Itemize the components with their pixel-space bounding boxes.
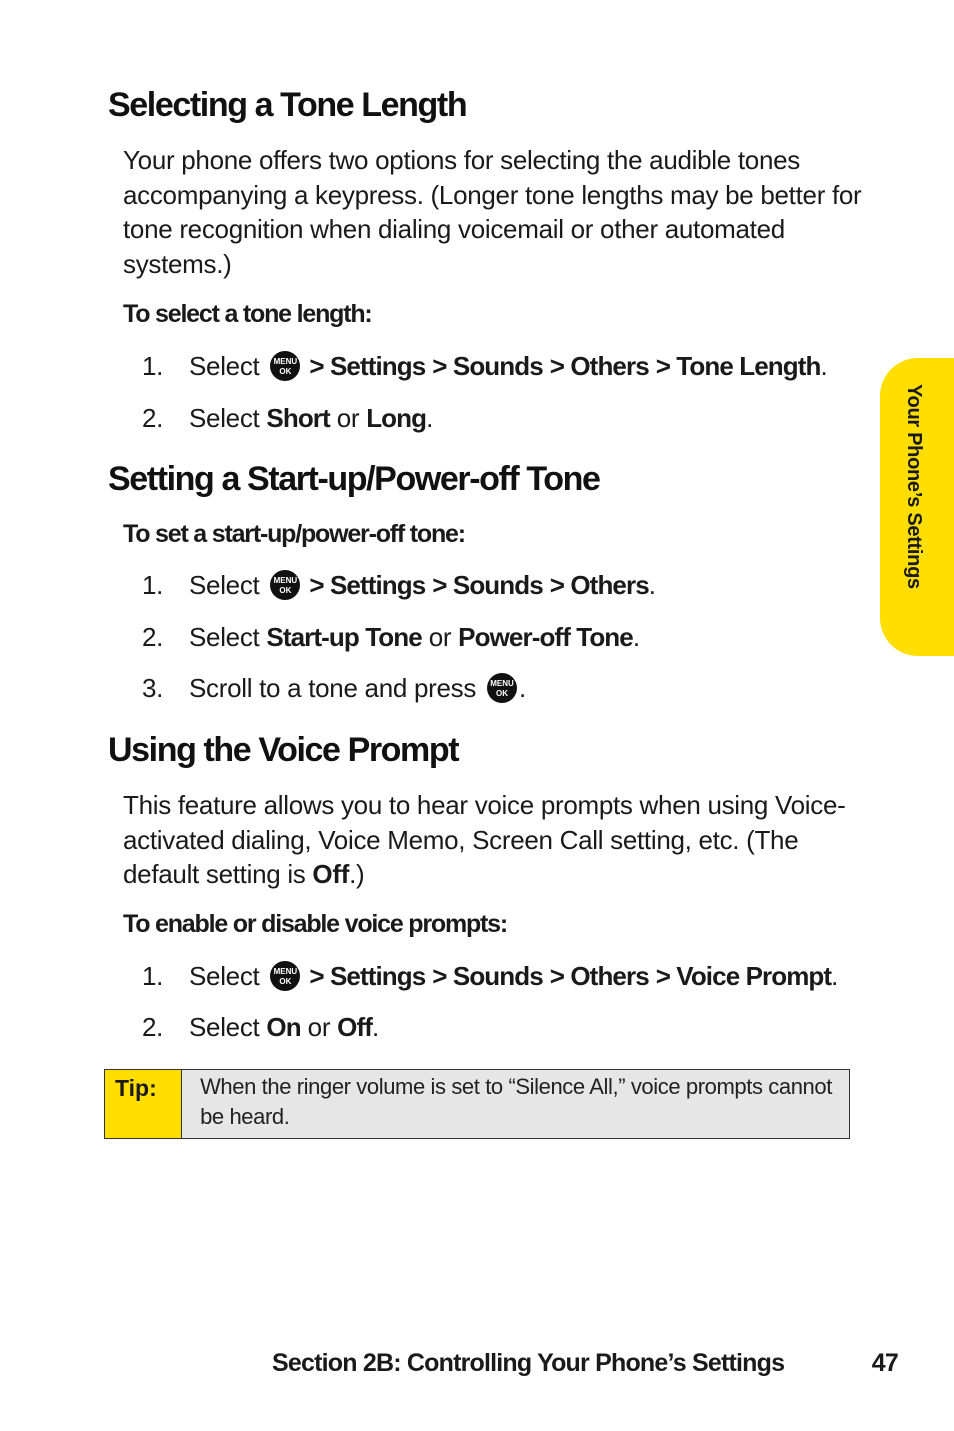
menu-ok-key-icon: MENU OK [270, 351, 300, 381]
menu-path-sounds: > Sounds [432, 351, 543, 381]
voice-prompt-intro: This feature allows you to hear voice prompts when using Voice-activated dialing, Voice Memo, Screen Call setting, etc. (The default setting is Off.) [123, 790, 846, 889]
menu-ok-key-icon: MENU OK [270, 961, 300, 991]
page-number: 47 [871, 1349, 898, 1377]
voice-prompt-subheading: To enable or disable voice prompts: [123, 910, 508, 938]
menu-path-sounds: > Sounds [432, 961, 543, 991]
menu-path-voice-prompt: > Voice Prompt [655, 961, 832, 991]
menu-path-sounds: > Sounds [432, 570, 543, 600]
step-text: Select [189, 351, 260, 381]
section-heading-startup-tone: Setting a Start-up/Power-off Tone [108, 460, 600, 498]
voice-prompt-step-2: 2. Select On or Off. [142, 1012, 379, 1042]
menu-path-others: > Others [549, 961, 649, 991]
option-poweroff-tone: Power-off Tone [458, 622, 633, 652]
step-number: 1. [142, 961, 164, 991]
step-text: Scroll to a tone and press [189, 673, 477, 703]
step-number: 2. [142, 622, 164, 652]
tip-text: When the ringer volume is set to “Silence All,” voice prompts cannot be heard. [200, 1074, 832, 1129]
tone-length-step-2: 2. Select Short or Long. [142, 403, 434, 433]
voice-prompt-step-1: 1. Select MENU OK > Settings > Sounds > Others > Voice Prompt. [142, 961, 839, 991]
option-long: Long [366, 403, 427, 433]
menu-path-settings: > Settings [309, 961, 426, 991]
footer-section-title: Section 2B: Controlling Your Phone’s Settings [272, 1349, 785, 1377]
option-on: On [266, 1012, 301, 1042]
tip-label: Tip: [105, 1070, 182, 1138]
section-heading-tone-length: Selecting a Tone Length [108, 86, 467, 124]
tone-length-subheading: To select a tone length: [123, 300, 372, 328]
menu-path-others: > Others [549, 570, 649, 600]
tone-length-step-1: 1. Select MENU OK > Settings > Sounds > Others > Tone Length. [142, 351, 828, 381]
default-off: Off [312, 859, 350, 889]
menu-path-tone-length: > Tone Length [655, 351, 821, 381]
chapter-side-tab-label: Your Phone’s Settings [903, 384, 925, 589]
menu-path-settings: > Settings [309, 351, 426, 381]
menu-ok-key-icon: MENU OK [487, 673, 517, 703]
page-footer [272, 1349, 898, 1378]
option-off: Off [337, 1012, 372, 1042]
startup-tone-step-3: 3. Scroll to a tone and press MENU OK . [142, 673, 526, 703]
section-heading-voice-prompt: Using the Voice Prompt [108, 731, 459, 769]
menu-path-others: > Others [549, 351, 649, 381]
option-startup-tone: Start-up Tone [266, 622, 422, 652]
step-number: 3. [142, 673, 164, 703]
tip-box [104, 1069, 850, 1139]
startup-tone-subheading: To set a start-up/power-off tone: [123, 520, 465, 548]
tone-length-intro: Your phone offers two options for selecting the audible tones accompanying a keypress. (Longer tone lengths may be better for tone recognition when dialing voicemail or other automated systems.) [123, 145, 862, 279]
menu-ok-key-icon: MENU OK [270, 570, 300, 600]
startup-tone-step-1: 1. Select MENU OK > Settings > Sounds > Others. [142, 570, 656, 600]
step-number: 2. [142, 403, 164, 433]
option-short: Short [266, 403, 330, 433]
step-number: 1. [142, 570, 164, 600]
menu-path-settings: > Settings [309, 570, 426, 600]
step-number: 1. [142, 351, 164, 381]
step-number: 2. [142, 1012, 164, 1042]
startup-tone-step-2: 2. Select Start-up Tone or Power-off Tone. [142, 622, 640, 652]
chapter-side-tab [880, 358, 954, 656]
